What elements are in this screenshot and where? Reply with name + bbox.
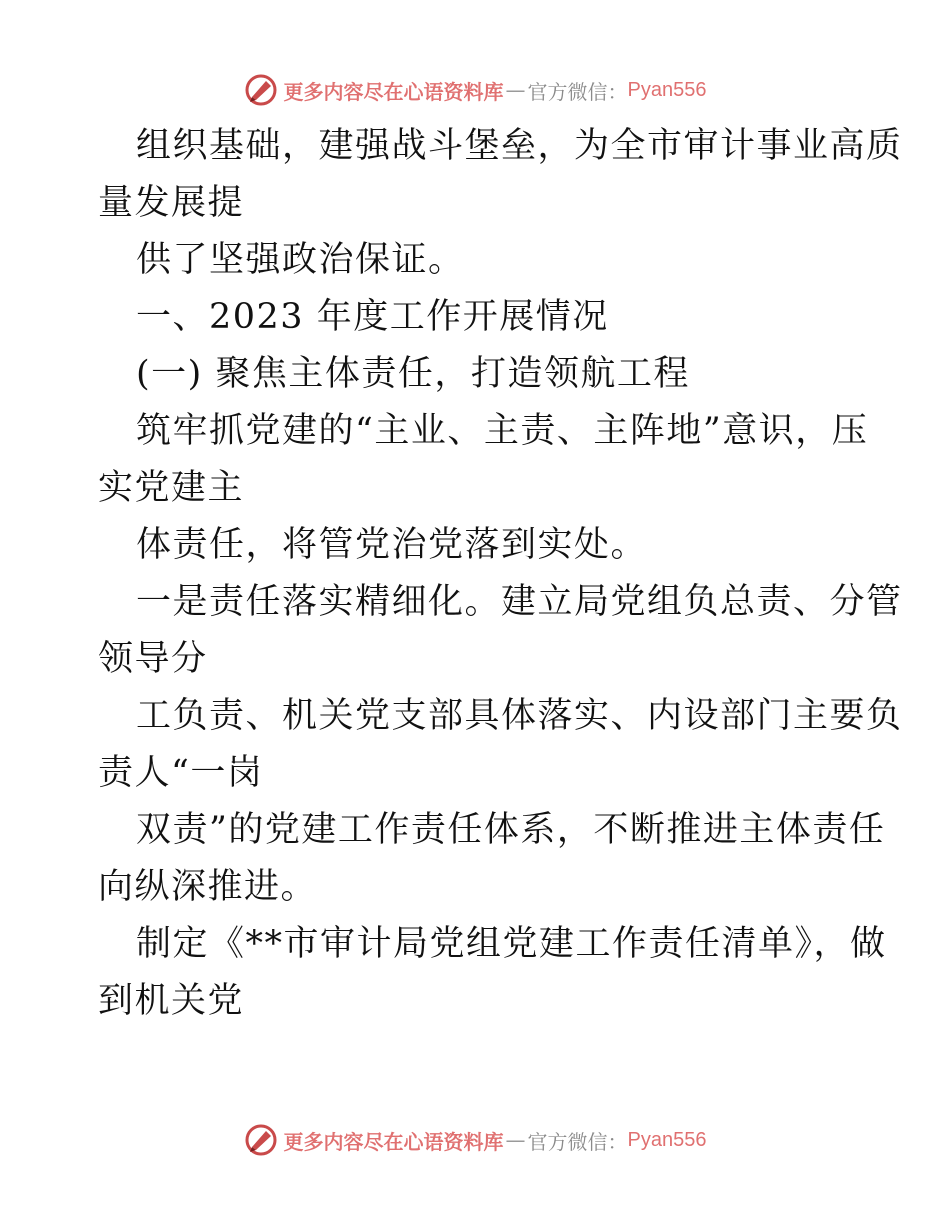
body-line: 体责任，将管党治党落到实处。 xyxy=(136,525,648,565)
banner-wechat-label: 官方微信： xyxy=(527,1129,628,1154)
body-line: 双责”的党建工作责任体系，不断推进主体责任 xyxy=(136,810,886,850)
banner-main-text: 更多内容尽在心语资料库 xyxy=(283,1129,504,1154)
body-line: 制定《**市审计局党组党建工作责任清单》，做 xyxy=(136,924,887,964)
body-line: 一是责任落实精细化。建立局党组负总责、分管 xyxy=(136,582,903,622)
banner-wechat-id: Pyan556 xyxy=(627,78,707,101)
pen-nib-logo-icon xyxy=(244,1123,278,1157)
banner-wechat-id: Pyan556 xyxy=(627,1128,707,1151)
body-line: 筑牢抓党建的“主业、主责、主阵地”意识，压 xyxy=(136,411,869,451)
body-line: 责人“一岗 xyxy=(98,753,264,793)
body-line: 组织基础，建强战斗堡垒，为全市审计事业高质 xyxy=(136,126,903,166)
header-banner xyxy=(0,70,950,110)
body-line: 实党建主 xyxy=(98,468,245,508)
section-heading: 一、2023 年度工作开展情况 xyxy=(136,297,609,337)
body-line: 到机关党 xyxy=(98,981,245,1021)
banner-separator: — xyxy=(505,1128,526,1152)
document-body xyxy=(98,118,903,1030)
body-line: 领导分 xyxy=(98,639,208,679)
pen-nib-logo-icon xyxy=(244,73,278,107)
body-line: 量发展提 xyxy=(98,183,245,223)
banner-main-text: 更多内容尽在心语资料库 xyxy=(283,79,504,104)
footer-banner xyxy=(0,1120,950,1160)
banner-wechat-label: 官方微信： xyxy=(527,79,628,104)
body-line: 供了坚强政治保证。 xyxy=(136,240,465,280)
subsection-heading: (一) 聚焦主体责任，打造领航工程 xyxy=(136,354,690,394)
banner-separator: — xyxy=(505,78,526,102)
body-line: 工负责、机关党支部具体落实、内设部门主要负 xyxy=(136,696,903,736)
body-line: 向纵深推进。 xyxy=(98,867,318,907)
